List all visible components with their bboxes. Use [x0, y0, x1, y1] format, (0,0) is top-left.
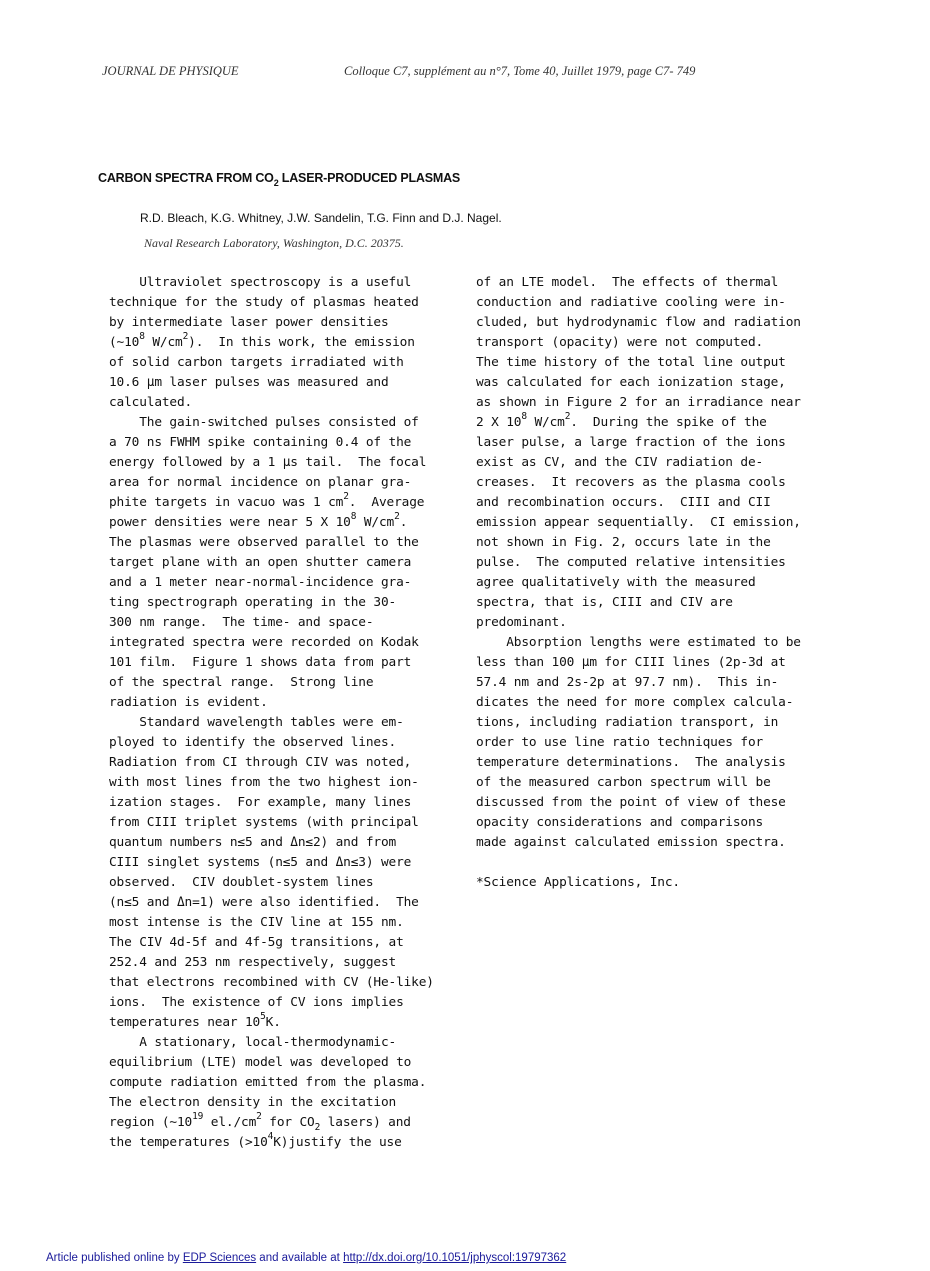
text-line: of the measured carbon spectrum will be	[476, 775, 771, 790]
subscript: 2	[314, 1122, 321, 1133]
text-line: laser pulse, a large fraction of the ions	[476, 435, 786, 450]
title-text-rest: LASER-PRODUCED PLASMAS	[278, 171, 461, 185]
text-line: a 70 ns FWHM spike containing 0.4 of the	[109, 435, 412, 450]
text-line: discussed from the point of view of these	[476, 795, 786, 810]
text-line: phite targets in vacuo was 1 $cm^2$. Average	[109, 491, 425, 510]
text-line: ($\sim 10^8$ $W/cm^2$). In this work, the emission	[109, 331, 415, 350]
issue-info: Colloque C7, supplément au n°7, Tome 40, Juillet 1979, page C7- 749	[344, 64, 696, 78]
text-line: ting spectrograph operating in the 30-	[109, 595, 397, 610]
text-line: predominant.	[476, 615, 567, 630]
text-line: tions, including radiation transport, in	[476, 715, 779, 730]
text-line: quantum numbers n≤5 and Δn≤2) and from	[109, 835, 397, 850]
text-line: Ultraviolet spectroscopy is a useful	[109, 275, 412, 290]
superscript: 4	[267, 1131, 274, 1142]
text-line: (n≤5 and Δn=1) were also identified. The	[109, 895, 419, 910]
superscript: 2	[182, 331, 189, 342]
text-line: and a 1 meter near-normal-incidence gra-	[109, 575, 412, 590]
text-line: exist as CV, and the CIV radiation de-	[476, 455, 764, 470]
text-line: The plasmas were observed parallel to the	[109, 535, 419, 550]
superscript: 2	[343, 491, 349, 502]
superscript: 2	[256, 1111, 262, 1122]
text-line: integrated spectra were recorded on Kodak	[109, 635, 419, 650]
text-line: power densities were near 5 X $10^8$ $W/cm^2$.	[109, 511, 408, 530]
text-line: technique for the study of plasmas heated	[109, 295, 419, 310]
footer-prefix: Article published online by	[46, 1252, 183, 1264]
text-line: order to use line ratio techniques for	[476, 735, 764, 750]
text-line: ization stages. For example, many lines	[109, 795, 412, 810]
text-line: radiation is evident.	[109, 695, 268, 710]
text-line	[476, 853, 801, 873]
text-line: The electron density in the excitation	[109, 1095, 397, 1110]
text-line: The CIV 4d-5f and 4f-5g transitions, at	[109, 935, 404, 950]
text-line: spectra, that is, CIII and CIV are	[476, 595, 733, 610]
text-line: as shown in Figure 2 for an irradiance near	[476, 395, 801, 410]
text-line: 300 nm range. The time- and space-	[109, 615, 374, 630]
text-line: conduction and radiative cooling were in-	[476, 295, 786, 310]
title-text: CARBON SPECTRA FROM CO	[98, 171, 274, 185]
text-line: and recombination occurs. CIII and CII	[476, 495, 771, 510]
affiliation: Naval Research Laboratory, Washington, D.C. 20375.	[144, 236, 404, 250]
text-line: 57.4 nm and 2s-2p at 97.7 nm). This in-	[476, 675, 779, 690]
text-line: from CIII triplet systems (with principal	[109, 815, 419, 830]
text-line: Standard wavelength tables were em-	[109, 715, 404, 730]
text-line: opacity considerations and comparisons	[476, 815, 764, 830]
text-line: agree qualitatively with the measured	[476, 575, 756, 590]
paper-title	[98, 171, 460, 188]
text-line: region ($\sim 10^{19}$ $el./cm^2$ for $CO_2$ lasers) and	[109, 1111, 411, 1133]
text-line: not shown in Fig. 2, occurs late in the	[476, 535, 771, 550]
journal-name: JOURNAL DE PHYSIQUE	[102, 64, 239, 78]
body-column-right	[476, 273, 801, 893]
text-line: Radiation from CI through CIV was noted,	[109, 755, 412, 770]
text-line: target plane with an open shutter camera	[109, 555, 412, 570]
text-line: creases. It recovers as the plasma cools	[476, 475, 786, 490]
text-line: with most lines from the two highest ion-	[109, 775, 419, 790]
text-line: 101 film. Figure 1 shows data from part	[109, 655, 412, 670]
text-line: of an LTE model. The effects of thermal	[476, 275, 779, 290]
text-line: most intense is the CIV line at 155 nm.	[109, 915, 404, 930]
text-line: The gain-switched pulses consisted of	[109, 415, 419, 430]
text-line: emission appear sequentially. CI emission,	[476, 515, 801, 530]
text-line: dicates the need for more complex calcula-	[476, 695, 794, 710]
text-line: area for normal incidence on planar gra-	[109, 475, 412, 490]
text-line: was calculated for each ionization stage,	[476, 375, 786, 390]
text-line: transport (opacity) were not computed.	[476, 335, 764, 350]
superscript: 19	[192, 1111, 204, 1122]
text-line: ployed to identify the observed lines.	[109, 735, 397, 750]
publication-footer	[46, 1252, 566, 1264]
superscript: 8	[139, 331, 145, 342]
text-line: of solid carbon targets irradiated with	[109, 355, 404, 370]
text-line: of the spectral range. Strong line	[109, 675, 374, 690]
superscript: 5	[260, 1011, 266, 1022]
text-line: 252.4 and 253 nm respectively, suggest	[109, 955, 397, 970]
superscript: 2	[394, 511, 400, 522]
text-line: temperature determinations. The analysis	[476, 755, 786, 770]
doi-link[interactable]: http://dx.doi.org/10.1051/jphyscol:19797362	[343, 1252, 567, 1264]
text-line: observed. CIV doublet-system lines	[109, 875, 374, 890]
text-line: energy followed by a 1 μs tail. The focal	[109, 455, 427, 470]
text-line: The time history of the total line output	[476, 355, 786, 370]
superscript: 8	[521, 411, 527, 422]
text-line: *Science Applications, Inc.	[476, 875, 680, 890]
footer-middle: and available at	[256, 1252, 344, 1264]
publisher-link[interactable]: EDP Sciences	[182, 1252, 257, 1264]
text-line: by intermediate laser power densities	[109, 315, 389, 330]
text-line: the temperatures $(>10^4K)justify$ the use	[109, 1131, 402, 1150]
text-line: Absorption lengths were estimated to be	[476, 635, 801, 650]
body-column-left	[109, 273, 434, 1153]
author-list: R.D. Bleach, K.G. Whitney, J.W. Sandelin, T.G. Finn and D.J. Nagel.	[140, 211, 502, 225]
text-line: temperatures near $10^5K$.	[109, 1011, 281, 1030]
text-line: less than 100 μm for CIII lines (2p-3d at	[476, 655, 786, 670]
text-line: made against calculated emission spectra.	[476, 835, 786, 850]
text-line: A stationary, local-thermodynamic-	[109, 1035, 397, 1050]
text-line: 2 X $10^8$ $W/cm^2$. During the spike of the	[476, 411, 767, 430]
text-line: 10.6 μm laser pulses was measured and	[109, 375, 389, 390]
text-line: that electrons recombined with CV (He-like)	[109, 975, 434, 990]
text-line: pulse. The computed relative intensities	[476, 555, 786, 570]
text-line: calculated.	[109, 395, 193, 410]
superscript: 8	[350, 511, 357, 522]
text-line: CIII singlet systems (n≤5 and Δn≤3) were	[109, 855, 412, 870]
text-line: compute radiation emitted from the plasma.	[109, 1075, 427, 1090]
title-subscript: 2	[273, 178, 279, 188]
text-line: cluded, but hydrodynamic flow and radiation	[476, 315, 801, 330]
superscript: 2	[564, 411, 571, 422]
text-line: ions. The existence of CV ions implies	[109, 995, 404, 1010]
text-line: equilibrium (LTE) model was developed to	[109, 1055, 412, 1070]
